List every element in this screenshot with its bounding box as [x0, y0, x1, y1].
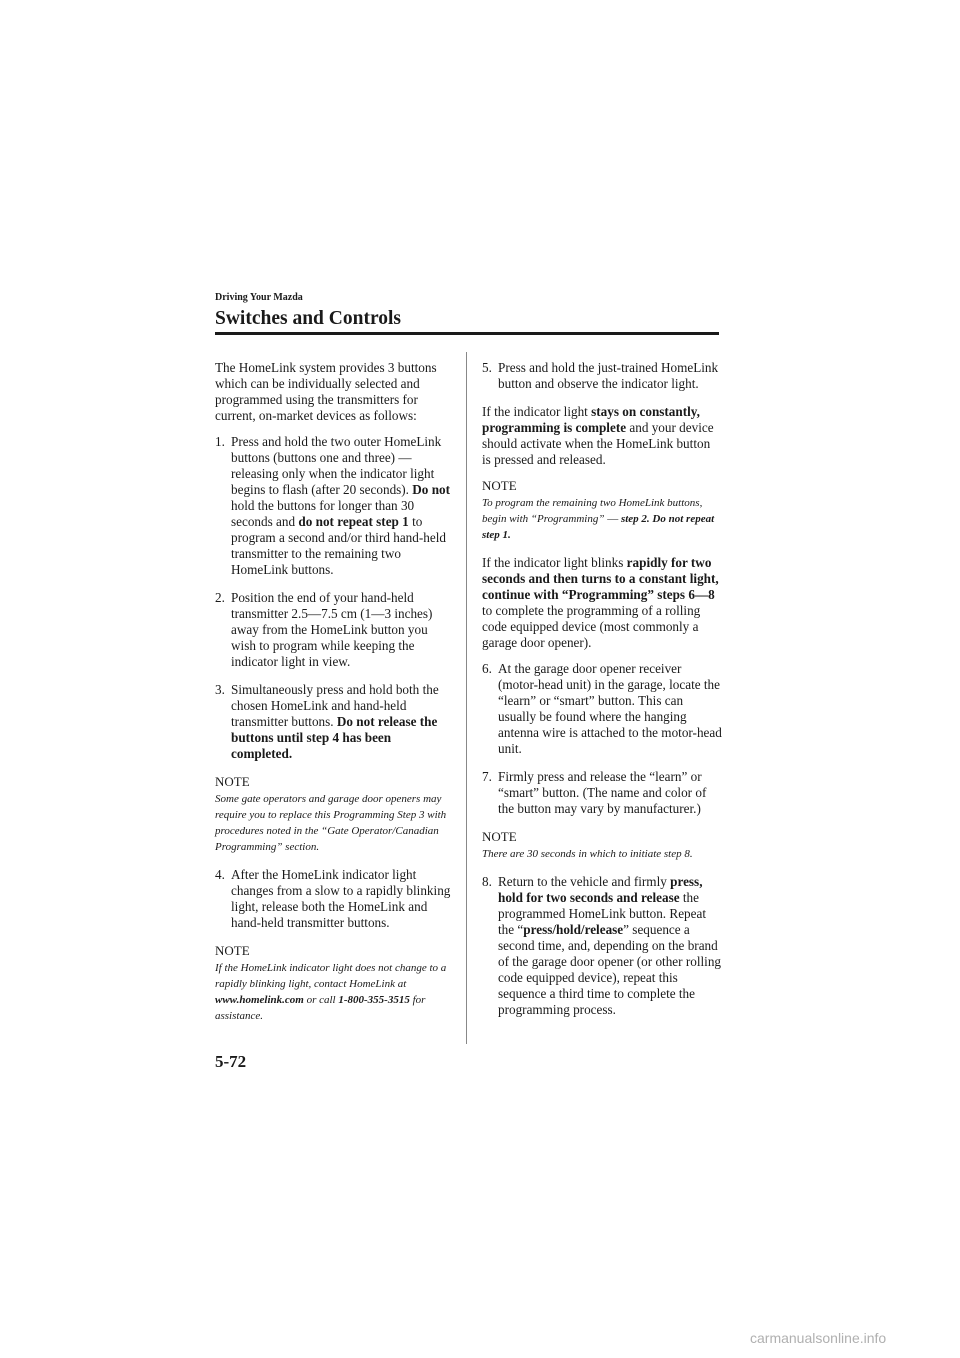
note-text — [482, 495, 722, 543]
paragraph-emphasis: rapidly for two seconds and then turns to a constant light, continue with “Programming” steps 6―8 — [482, 555, 719, 602]
note-3 — [482, 478, 722, 543]
step-emphasis: press/hold/release — [523, 922, 624, 937]
step-8 — [482, 874, 722, 1018]
page-title: Switches and Controls — [215, 308, 402, 329]
left-column — [215, 360, 455, 1036]
step-text: Press and hold the two outer HomeLink buttons (buttons one and three) ― releasing only when the indicator light begins to flash (after 20 seconds). — [231, 434, 442, 497]
section-label: Driving Your Mazda — [215, 292, 303, 303]
step-number: 2. — [215, 590, 225, 605]
paragraph-text: If the indicator light blinks — [482, 555, 627, 570]
step-text: Press and hold the just-trained HomeLink button and observe the indicator light. — [498, 360, 719, 391]
step-1 — [215, 434, 455, 578]
homelink-url: www.homelink.com — [215, 994, 304, 1006]
step-4 — [215, 867, 455, 931]
step-text: ” sequence a second time, and, depending on the brand of the garage door opener (or other rolling code equipped device), repeat this sequence a third time to complete the programming process. — [498, 922, 722, 1017]
watermark: carmanualsonline.info — [750, 1330, 887, 1346]
step-6 — [482, 661, 722, 757]
step-text: After the HomeLink indicator light changes from a slow to a rapidly blinking light, release both the HomeLink and hand-held transmitter buttons. — [231, 867, 451, 930]
step-text: Position the end of your hand-held transmitter 2.5―7.5 cm (1―3 inches) away from the HomeLink button you wish to program while keeping the indicator light in view. — [231, 590, 433, 669]
step-emphasis: do not repeat step 1 — [298, 514, 409, 529]
note-4 — [482, 829, 722, 862]
paragraph-rolling-code — [482, 555, 722, 651]
paragraph-complete — [482, 404, 722, 468]
note-1 — [215, 774, 455, 855]
step-5 — [482, 360, 722, 392]
step-text: Simultaneously press and hold both the chosen HomeLink and hand-held transmitter buttons. — [231, 682, 439, 729]
column-divider — [466, 352, 467, 1044]
step-emphasis: Do not — [412, 482, 451, 497]
step-text: Return to the vehicle and firmly — [498, 874, 671, 889]
note-label: NOTE — [215, 943, 250, 958]
step-number: 4. — [215, 867, 225, 882]
note-label: NOTE — [215, 774, 250, 789]
step-number: 6. — [482, 661, 492, 676]
paragraph-text: If the indicator light — [482, 404, 592, 419]
right-column — [482, 360, 722, 1030]
step-text: to program a second and/or third hand-held transmitter to the remaining two HomeLink buttons. — [231, 514, 446, 577]
step-number: 3. — [215, 682, 225, 697]
intro-paragraph: The HomeLink system provides 3 buttons which can be individually selected and programmed using the transmitters for current, on-market devices as follows: — [215, 360, 437, 423]
page-number: 5-72 — [215, 1052, 247, 1071]
header-rule — [215, 332, 719, 335]
note-emphasis: step 2. Do not repeat step 1. — [482, 513, 715, 541]
note-text-part: If the HomeLink indicator light does not change to a rapidly blinking light, contact HomeLink at — [215, 962, 447, 990]
note-text-part: for assistance. — [215, 994, 426, 1022]
step-number: 5. — [482, 360, 492, 375]
step-number: 8. — [482, 874, 492, 889]
step-emphasis: Do not release the buttons until step 4 has been completed. — [231, 714, 438, 761]
note-text — [215, 960, 455, 1024]
note-text: Some gate operators and garage door openers may require you to replace this Programming Step 3 with procedures noted in the “Gate Operator/Canadian Programming” section. — [215, 793, 447, 853]
note-text-part: To program the remaining two HomeLink buttons, begin with “Programming” ― — [482, 497, 703, 525]
step-text: Firmly press and release the “learn” or “smart” button. (The name and color of the button may vary by manufacturer.) — [498, 769, 707, 816]
note-2 — [215, 943, 455, 1024]
step-7 — [482, 769, 722, 817]
paragraph-text: and your device should activate when the HomeLink button is pressed and released. — [482, 420, 714, 467]
step-text: the programmed HomeLink button. Repeat the “ — [498, 890, 707, 937]
step-3 — [215, 682, 455, 762]
paragraph-emphasis: stays on constantly, programming is complete — [482, 404, 700, 435]
note-text-part: or call — [303, 994, 339, 1006]
note-label: NOTE — [482, 829, 517, 844]
step-text: hold the buttons for longer than 30 seconds and — [231, 498, 415, 529]
step-text: At the garage door opener receiver (motor-head unit) in the garage, locate the “learn” or “smart” button. This can usually be found where the hanging antenna wire is attached to the motor-head unit. — [498, 661, 722, 756]
paragraph-text: to complete the programming of a rolling code equipped device (most commonly a garage door opener). — [482, 603, 701, 650]
step-emphasis: press, hold for two seconds and release — [498, 874, 703, 905]
step-2 — [215, 590, 455, 670]
note-label: NOTE — [482, 478, 517, 493]
step-number: 7. — [482, 769, 492, 784]
note-text: There are 30 seconds in which to initiate step 8. — [482, 848, 693, 860]
page-header — [215, 292, 401, 330]
step-number: 1. — [215, 434, 225, 449]
homelink-phone: 1-800-355-3515 — [338, 994, 410, 1006]
